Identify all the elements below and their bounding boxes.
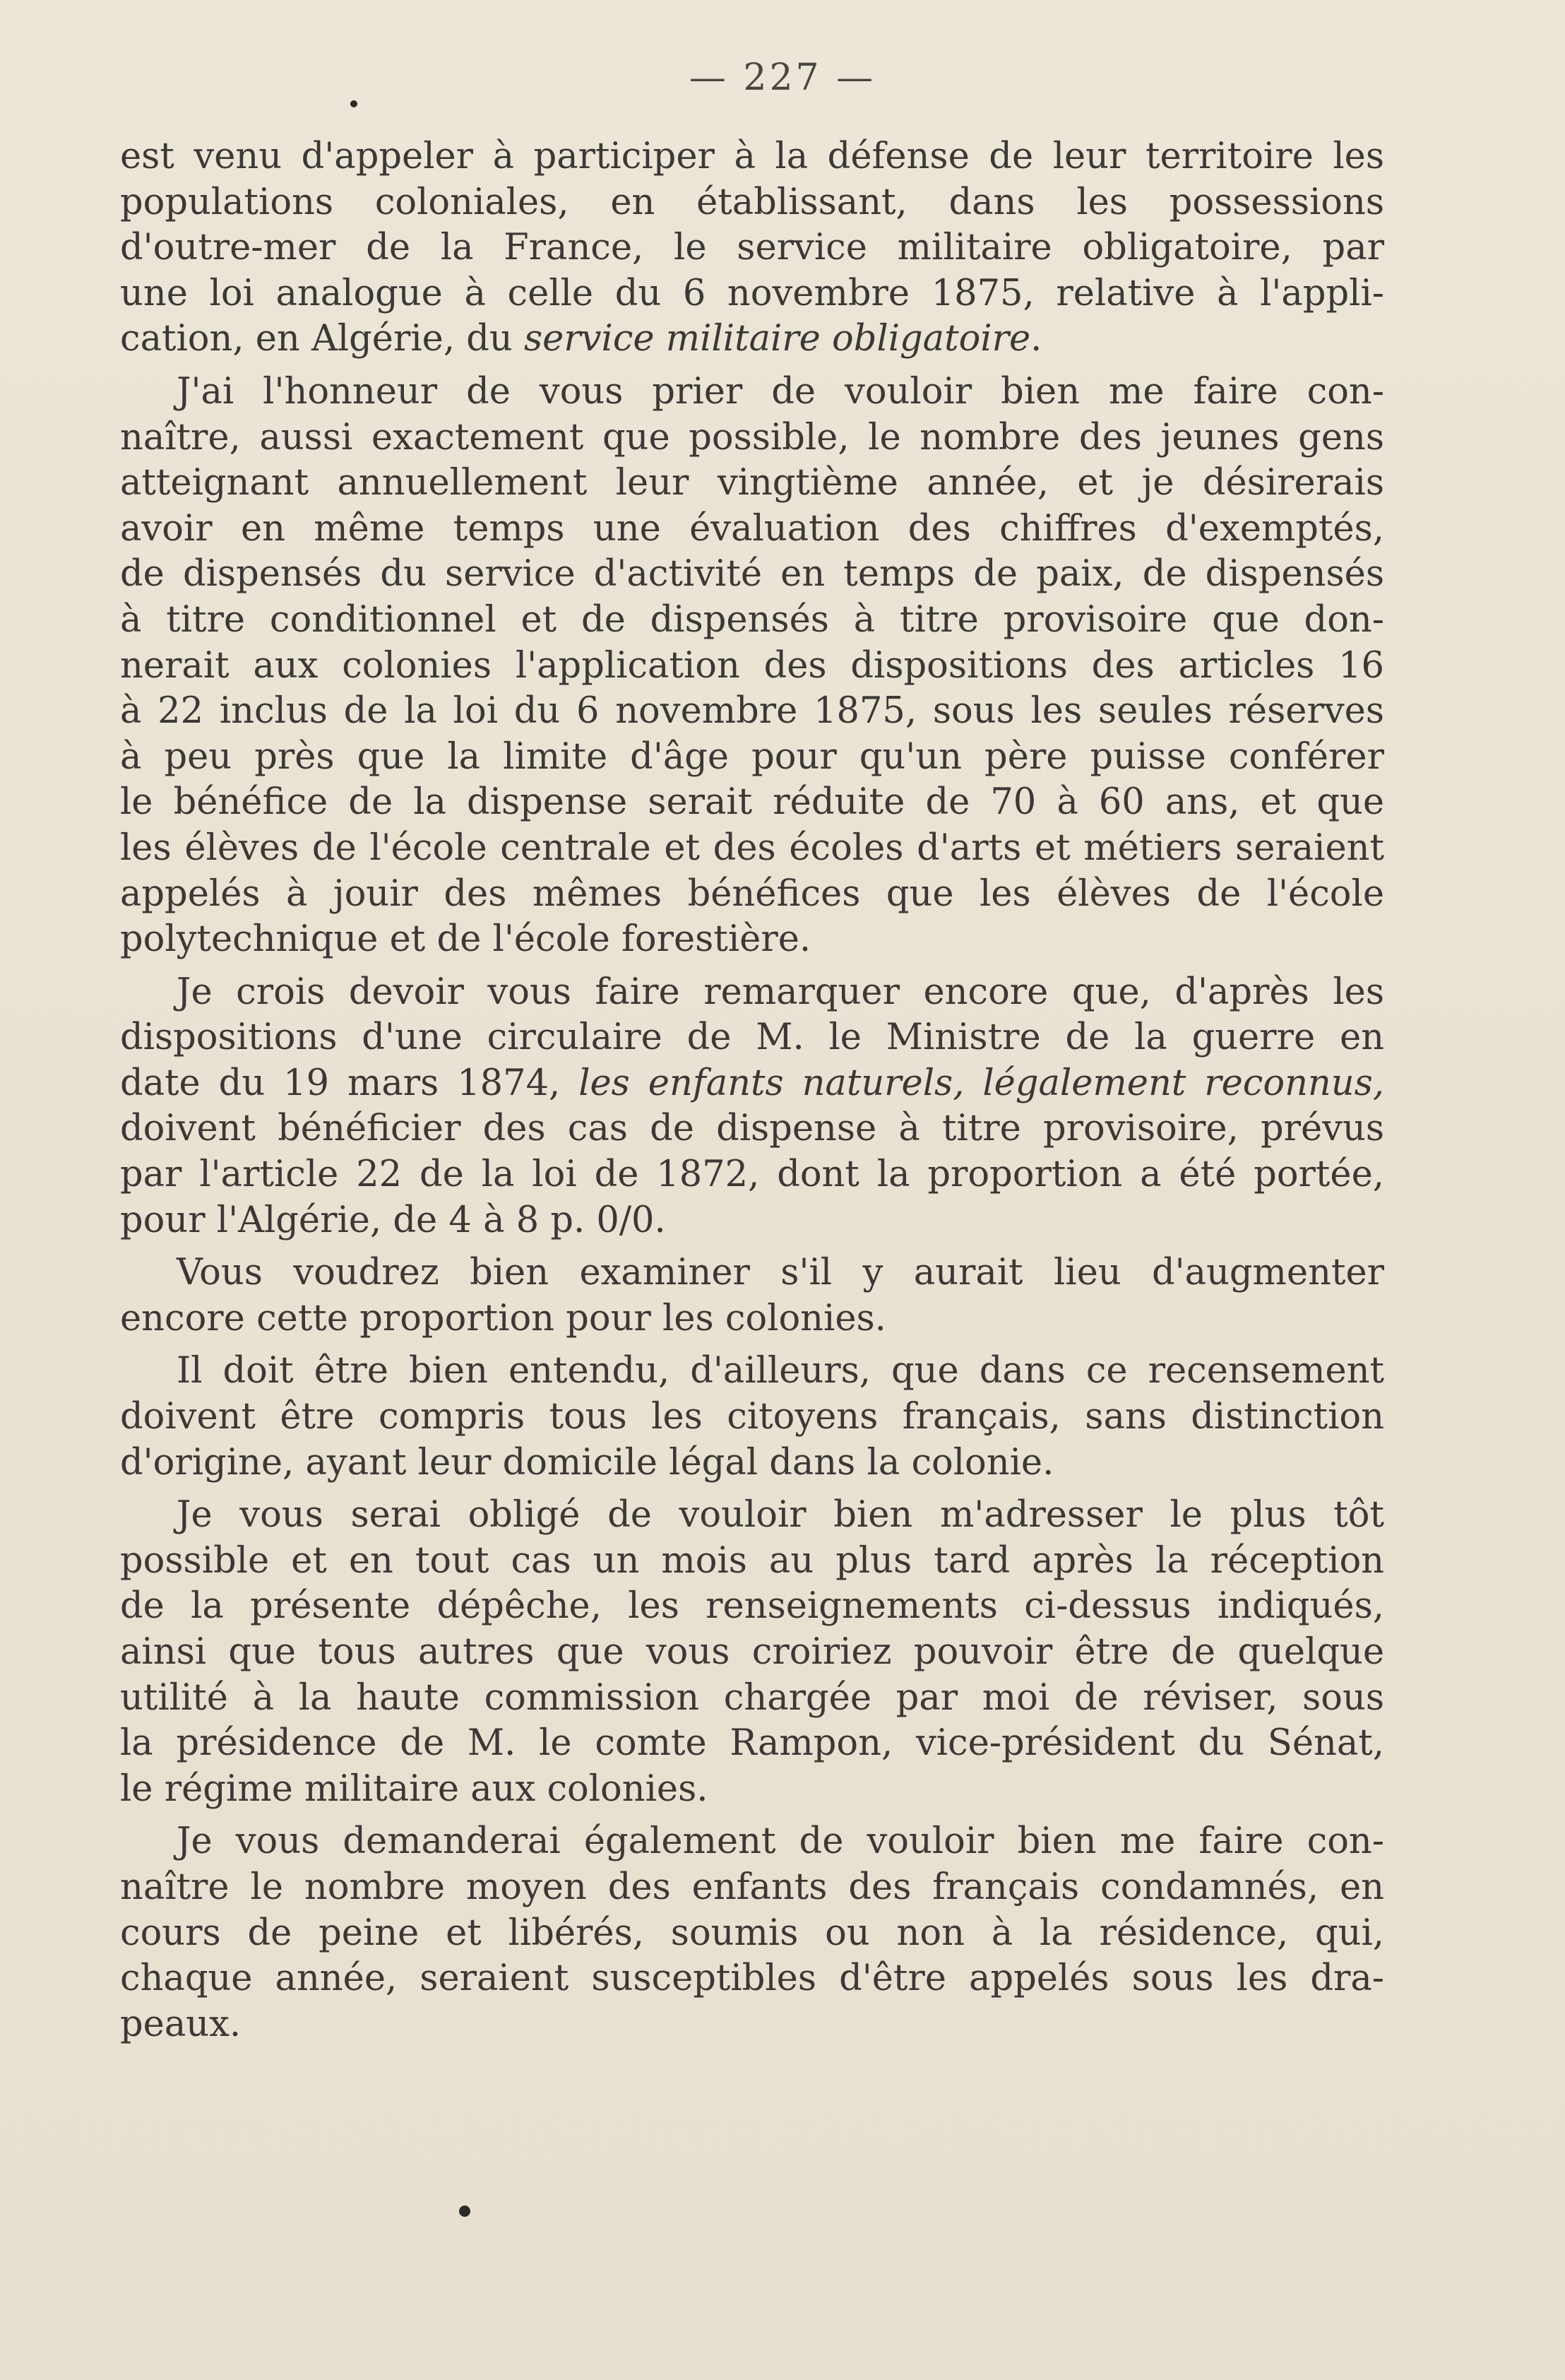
text-line: le régime militaire aux colonies. bbox=[120, 1768, 708, 1810]
text-line: Il doit être bien entendu, d'ailleurs, que dans ce recensement bbox=[177, 1350, 1384, 1392]
text-line: à titre conditionnel et de dispensés à titre provisoire que don- bbox=[120, 598, 1384, 641]
text-line: naître le nombre moyen des enfants des français condamnés, en bbox=[120, 1866, 1384, 1908]
text-line: encore cette proportion pour les colonies. bbox=[120, 1297, 886, 1339]
italic-text: les enfants naturels, légalement reconnus, bbox=[578, 1062, 1384, 1104]
italic-text: service militaire obligatoire bbox=[523, 318, 1031, 360]
text-line: dispositions d'une circulaire de M. le Ministre de la guerre en bbox=[120, 1017, 1384, 1059]
text-line: peaux. bbox=[120, 2003, 242, 2045]
text-line: utilité à la haute commission chargée par moi de réviser, sous bbox=[120, 1676, 1384, 1719]
text-line: atteignant annuellement leur vingtième année, et je désirerais bbox=[120, 462, 1384, 504]
text-line: d'outre-mer de la France, le service militaire obligatoire, par bbox=[120, 227, 1384, 269]
text-line bbox=[120, 1061, 1384, 1107]
text-line: Je vous serai obligé de vouloir bien m'adresser le plus tôt bbox=[177, 1494, 1384, 1537]
text-line: Je crois devoir vous faire remarquer encore que, d'après les bbox=[177, 971, 1384, 1013]
text-line: d'origine, ayant leur domicile légal dans la colonie. bbox=[120, 1441, 1054, 1484]
text-line: polytechnique et de l'école forestière. bbox=[120, 918, 811, 961]
body-text bbox=[120, 134, 1384, 2054]
text-line: à 22 inclus de la loi du 6 novembre 1875, sous les seules réserves bbox=[120, 690, 1384, 733]
text-line: à peu près que la limite d'âge pour qu'un père puisse conférer bbox=[120, 735, 1384, 778]
text-line: de dispensés du service d'activité en temps de paix, de dispensés bbox=[120, 553, 1384, 596]
paragraph-1 bbox=[120, 134, 1384, 362]
ink-speck-top bbox=[350, 100, 357, 107]
text-line: la présidence de M. le comte Rampon, vice-président du Sénat, bbox=[120, 1722, 1384, 1765]
text-line: les élèves de l'école centrale et des écoles d'arts et métiers seraient bbox=[120, 827, 1384, 869]
text-line: une loi analogue à celle du 6 novembre 1875, relative à l'appli- bbox=[120, 272, 1384, 314]
text-line: naître, aussi exactement que possible, le nombre des jeunes gens bbox=[120, 416, 1384, 458]
text-line: doivent bénéficier des cas de dispense à titre provisoire, prévus bbox=[120, 1108, 1384, 1150]
text-line: J'ai l'honneur de vous prier de vouloir bien me faire con- bbox=[177, 370, 1384, 413]
text-line: appelés à jouir des mêmes bénéfices que les élèves de l'école bbox=[120, 872, 1384, 915]
page-number: — 227 — bbox=[689, 57, 876, 99]
paragraph-7 bbox=[120, 1819, 1384, 2047]
text-segment: cation, en Algérie, du bbox=[120, 318, 524, 360]
text-line: ainsi que tous autres que vous croiriez pouvoir être de quelque bbox=[120, 1631, 1384, 1673]
text-line: populations coloniales, en établissant, dans les possessions bbox=[120, 181, 1384, 223]
text-segment: date du 19 mars 1874, bbox=[120, 1062, 579, 1104]
text-line: de la présente dépêche, les renseignements ci-dessus indiqués, bbox=[120, 1585, 1384, 1628]
text-line: est venu d'appeler à participer à la défense de leur territoire les bbox=[120, 136, 1384, 177]
text-line bbox=[120, 316, 1384, 362]
text-line: nerait aux colonies l'application des dispositions des articles 16 bbox=[120, 644, 1384, 687]
paragraph-3 bbox=[120, 970, 1384, 1244]
paragraph-2 bbox=[120, 369, 1384, 963]
text-line: doivent être compris tous les citoyens français, sans distinction bbox=[120, 1396, 1384, 1438]
text-line: Je vous demanderai également de vouloir bien me faire con- bbox=[177, 1820, 1384, 1863]
text-line: chaque année, seraient susceptibles d'être appelés sous les dra- bbox=[120, 1958, 1384, 2000]
text-line: le bénéfice de la dispense serait réduite de 70 à 60 ans, et que bbox=[120, 781, 1384, 824]
ink-speck-bottom bbox=[459, 2206, 470, 2217]
paragraph-4 bbox=[120, 1250, 1384, 1342]
text-line: cours de peine et libérés, soumis ou non à la résidence, qui, bbox=[120, 1912, 1384, 1954]
text-line: par l'article 22 de la loi de 1872, dont la proportion a été portée, bbox=[120, 1154, 1384, 1196]
text-line: avoir en même temps une évaluation des chiffres d'exemptés, bbox=[120, 507, 1384, 550]
text-segment: . bbox=[1030, 318, 1042, 360]
paragraph-6 bbox=[120, 1493, 1384, 1812]
text-line: Vous voudrez bien examiner s'il y aurait lieu d'augmenter bbox=[177, 1252, 1384, 1294]
paragraph-5 bbox=[120, 1349, 1384, 1486]
text-line: possible et en tout cas un mois au plus tard après la réception bbox=[120, 1539, 1384, 1582]
text-line: pour l'Algérie, de 4 à 8 p. 0/0. bbox=[120, 1199, 666, 1241]
